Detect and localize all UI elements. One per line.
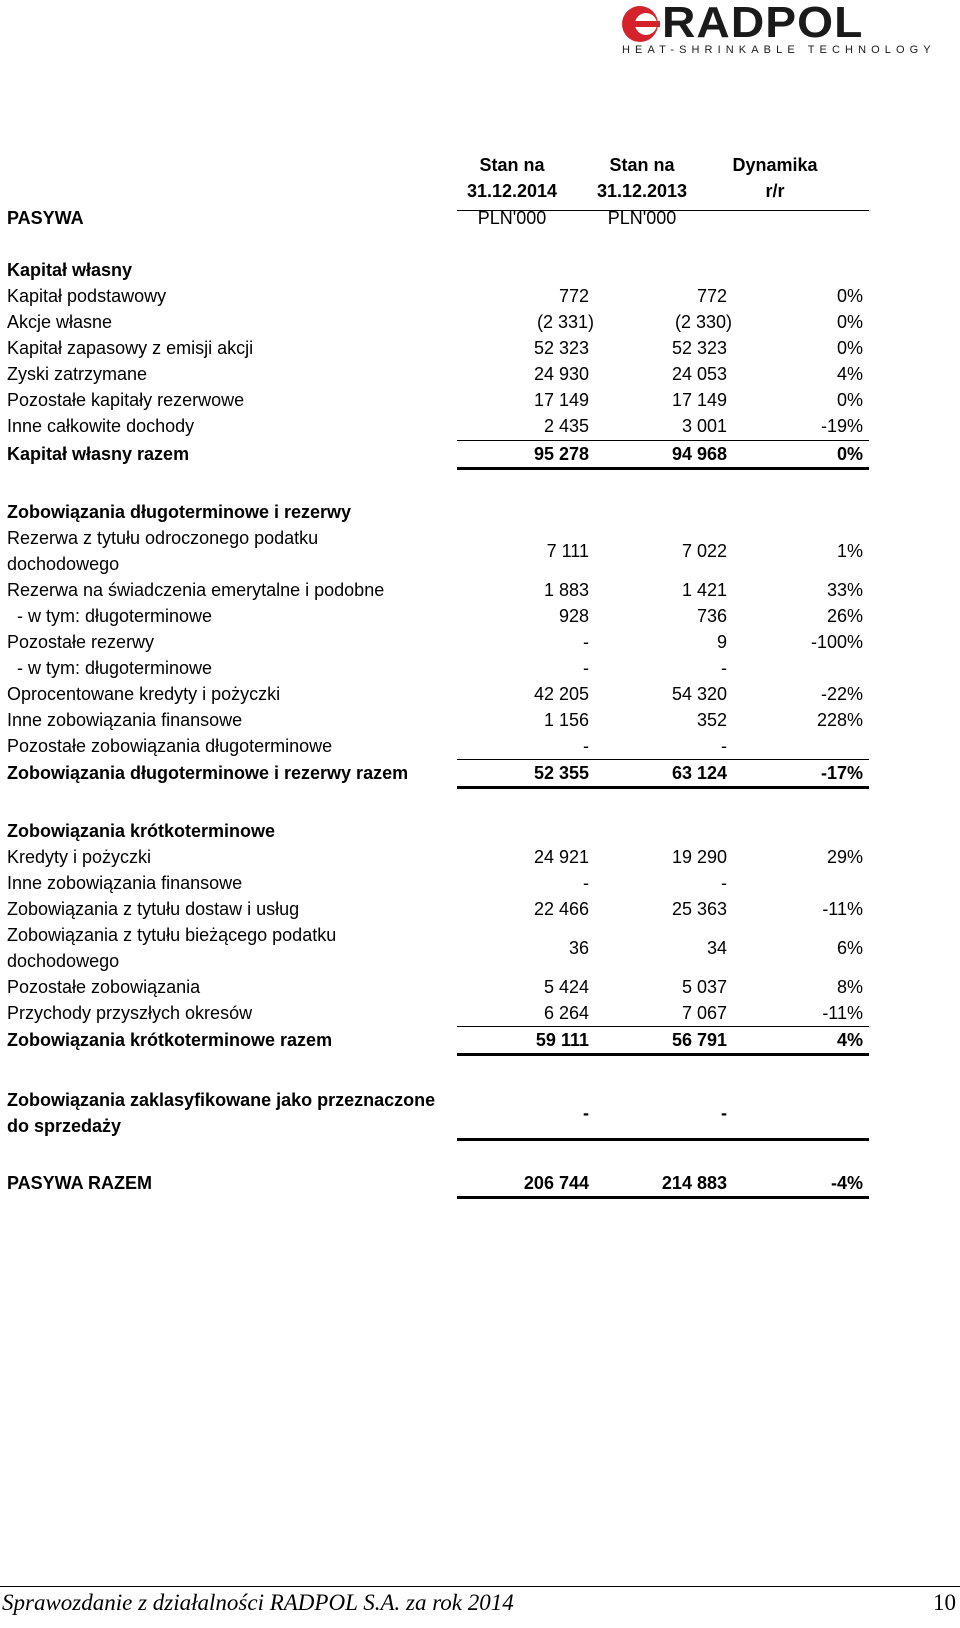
value-2014: 5 424 — [543, 977, 589, 997]
value-2014: - — [583, 736, 589, 756]
value-2013: 24 053 — [671, 364, 727, 384]
row-label: Rezerwa na świadczenia emerytalne i podobne — [7, 580, 385, 600]
value-2013: 772 — [696, 286, 727, 306]
header-col-2014: Stan na 31.12.2014 — [466, 155, 558, 201]
value-dynamics: 26% — [826, 606, 863, 626]
value-dynamics: 0% — [836, 444, 863, 464]
radpol-mark-icon — [620, 4, 664, 44]
value-2013: 7 022 — [681, 541, 727, 561]
value-dynamics: -22% — [820, 684, 863, 704]
value-2014: 928 — [558, 606, 589, 626]
value-dynamics: -19% — [820, 416, 863, 436]
value-2013: 25 363 — [671, 899, 727, 919]
value-2013: - — [721, 736, 727, 756]
row-label: Kapitał własny razem — [7, 444, 190, 464]
value-2013: 9 — [716, 632, 727, 652]
value-dynamics: 33% — [826, 580, 863, 600]
subtotal-rule — [457, 759, 869, 760]
row-label: Zobowiązania długoterminowe i rezerwy razem — [7, 763, 409, 783]
value-2014: 24 930 — [533, 364, 589, 384]
value-2013: 94 968 — [671, 444, 727, 464]
row-label: Pozostałe zobowiązania — [7, 977, 201, 997]
value-2013: - — [721, 658, 727, 678]
value-2013: - — [721, 873, 727, 893]
value-2014: 36 — [568, 938, 589, 958]
value-dynamics: 6% — [836, 938, 863, 958]
value-2013: 3 001 — [681, 416, 727, 436]
value-2013: (2 330) — [674, 312, 732, 332]
value-2014: 22 466 — [533, 899, 589, 919]
total-rule — [457, 467, 869, 470]
value-dynamics: -11% — [822, 899, 863, 919]
table-row — [7, 922, 869, 974]
row-label: Inne całkowite dochody — [7, 416, 195, 436]
value-2013: 17 149 — [671, 390, 727, 410]
unit-2014: PLN'000 — [477, 208, 547, 228]
value-2014: (2 331) — [536, 312, 594, 332]
row-label: Przychody przyszłych okresów — [7, 1003, 253, 1023]
row-label: Inne zobowiązania finansowe — [7, 710, 243, 730]
section-label-pasywa: PASYWA — [7, 208, 84, 228]
value-dynamics: 4% — [836, 1030, 863, 1050]
value-2014: 95 278 — [533, 444, 589, 464]
value-dynamics: -4% — [830, 1173, 863, 1193]
header-col-2013: Stan na 31.12.2013 — [596, 155, 688, 201]
row-label: Zobowiązania z tytułu bieżącego podatku dochodowego — [7, 925, 337, 971]
value-dynamics: -100% — [810, 632, 863, 652]
page-number: 10 — [933, 1590, 956, 1615]
value-2014: 2 435 — [543, 416, 589, 436]
value-2014: 17 149 — [533, 390, 589, 410]
row-label: Zobowiązania krótkoterminowe — [7, 821, 276, 841]
total-rule — [457, 1196, 869, 1199]
value-2013: - — [721, 1103, 727, 1123]
row-label: Akcje własne — [7, 312, 113, 332]
value-2014: - — [583, 873, 589, 893]
value-2014: 59 111 — [535, 1030, 589, 1050]
value-2013: 214 883 — [661, 1173, 727, 1193]
value-dynamics: 0% — [836, 390, 863, 410]
row-label: Zobowiązania długoterminowe i rezerwy — [7, 502, 352, 522]
value-2013: 19 290 — [671, 847, 727, 867]
row-label: PASYWA RAZEM — [7, 1173, 153, 1193]
value-dynamics: 0% — [836, 312, 863, 332]
value-2014: 1 156 — [543, 710, 589, 730]
row-label: Kapitał podstawowy — [7, 286, 167, 306]
header-col-dynamics: Dynamika r/r — [732, 155, 818, 201]
value-2013: 1 421 — [681, 580, 727, 600]
row-label: Pozostałe rezerwy — [7, 632, 155, 652]
value-2014: 1 883 — [543, 580, 589, 600]
value-dynamics: 228% — [816, 710, 863, 730]
value-2013: 5 037 — [681, 977, 727, 997]
value-2014: 52 355 — [533, 763, 589, 783]
value-2013: 63 124 — [671, 763, 727, 783]
logo-tagline: HEAT-SHRINKABLE TECHNOLOGY — [622, 44, 936, 56]
value-dynamics: 29% — [826, 847, 863, 867]
value-dynamics: -11% — [822, 1003, 863, 1023]
logo-name: RADPOL — [662, 0, 864, 47]
row-label: Zobowiązania krótkoterminowe razem — [7, 1030, 333, 1050]
row-label: Kapitał własny — [7, 260, 133, 280]
value-2014: 6 264 — [543, 1003, 589, 1023]
value-dynamics: 4% — [836, 364, 863, 384]
row-label: Rezerwa z tytułu odroczonego podatku dochodowego — [7, 528, 319, 574]
row-label: Zobowiązania zaklasyfikowane jako przeznaczone do sprzedaży — [7, 1090, 436, 1136]
table-row — [7, 525, 869, 577]
value-dynamics: 0% — [836, 286, 863, 306]
row-label: Oprocentowane kredyty i pożyczki — [7, 684, 281, 704]
unit-2013: PLN'000 — [607, 208, 677, 228]
value-2014: 772 — [558, 286, 589, 306]
total-rule — [457, 786, 869, 789]
value-2014: - — [583, 1103, 589, 1123]
row-label: - w tym: długoterminowe — [7, 606, 213, 626]
value-2013: 52 323 — [671, 338, 727, 358]
value-2014: 206 744 — [523, 1173, 589, 1193]
value-2013: 34 — [706, 938, 727, 958]
table-row-total — [7, 1087, 869, 1139]
radpol-logo — [620, 0, 936, 56]
value-2014: 42 205 — [533, 684, 589, 704]
value-2013: 736 — [696, 606, 727, 626]
total-rule — [457, 1053, 869, 1056]
value-dynamics: -17% — [820, 763, 863, 783]
row-label: Inne zobowiązania finansowe — [7, 873, 243, 893]
value-2014: 24 921 — [533, 847, 589, 867]
value-2014: 52 323 — [533, 338, 589, 358]
value-2014: - — [583, 658, 589, 678]
row-label: Pozostałe kapitały rezerwowe — [7, 390, 245, 410]
value-dynamics: 8% — [836, 977, 863, 997]
value-2013: 56 791 — [671, 1030, 727, 1050]
row-label: - w tym: długoterminowe — [7, 658, 213, 678]
subtotal-rule — [457, 1026, 869, 1027]
total-rule — [457, 1138, 869, 1141]
row-label: Pozostałe zobowiązania długoterminowe — [7, 736, 333, 756]
row-label: Zobowiązania z tytułu dostaw i usług — [7, 899, 300, 919]
value-dynamics: 0% — [836, 338, 863, 358]
footer-title: Sprawozdanie z działalności RADPOL S.A. za rok 2014 — [2, 1590, 514, 1615]
value-2013: 352 — [696, 710, 727, 730]
row-label: Kredyty i pożyczki — [7, 847, 152, 867]
row-label: Kapitał zapasowy z emisji akcji — [7, 338, 254, 358]
value-2014: - — [583, 632, 589, 652]
value-2013: 7 067 — [681, 1003, 727, 1023]
value-2013: 54 320 — [671, 684, 727, 704]
value-dynamics: 1% — [836, 541, 863, 561]
subtotal-rule — [457, 440, 869, 441]
row-label: Zyski zatrzymane — [7, 364, 148, 384]
value-2014: 7 111 — [546, 541, 589, 561]
footer-divider — [0, 1586, 960, 1587]
